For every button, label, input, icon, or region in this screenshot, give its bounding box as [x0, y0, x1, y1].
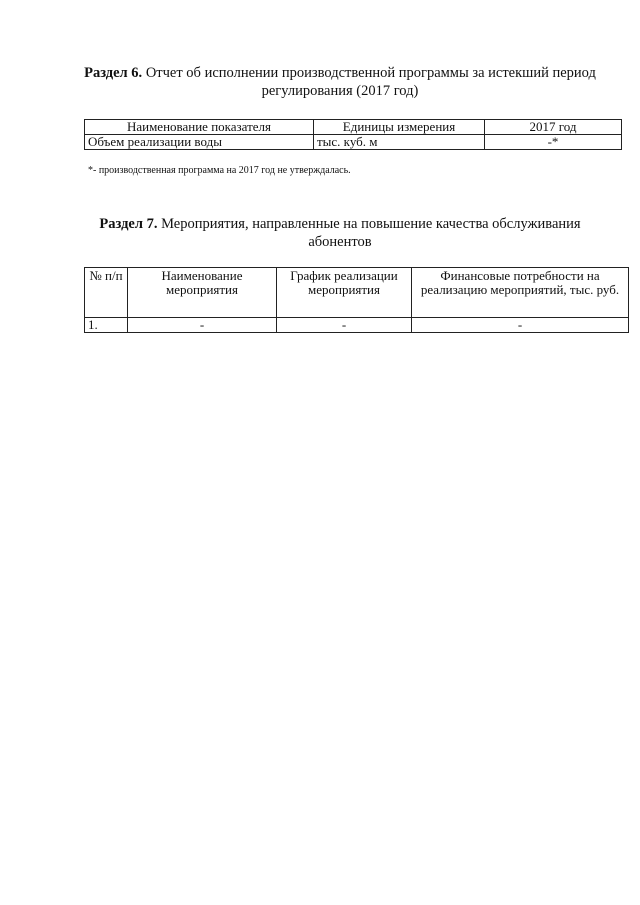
cell-units: тыс. куб. м: [314, 135, 485, 150]
cell-number: 1.: [85, 318, 128, 333]
cell-financial-needs: -: [412, 318, 629, 333]
header-schedule: График реализации мероприятия: [277, 268, 412, 318]
header-financial-needs: Финансовые потребности на реализацию мероприятий, тыс. руб.: [412, 268, 629, 318]
header-indicator-name: Наименование показателя: [85, 120, 314, 135]
section-6-title-text: Отчет об исполнении производственной программы за истекший период регулирования (2017 год): [142, 65, 596, 99]
header-measure-name: Наименование мероприятия: [128, 268, 277, 318]
section-6-footnote: *- производственная программа на 2017 год не утверждалась.: [88, 165, 351, 176]
cell-year-value: -*: [485, 135, 622, 150]
table-row: [85, 135, 622, 150]
table-header-row: [85, 268, 629, 318]
header-units: Единицы измерения: [314, 120, 485, 135]
section-6-title: [80, 64, 600, 100]
header-year: 2017 год: [485, 120, 622, 135]
cell-measure-name: -: [128, 318, 277, 333]
section-7-title-text: Мероприятия, направленные на повышение качества обслуживания абонентов: [157, 216, 581, 250]
production-program-report-table: [84, 119, 622, 150]
cell-indicator-name: Объем реализации воды: [85, 135, 314, 150]
table-header-row: [85, 120, 622, 135]
header-number: № п/п: [85, 268, 128, 318]
service-quality-measures-table: [84, 267, 629, 333]
section-6-title-bold: Раздел 6.: [84, 65, 143, 81]
section-7-title: [80, 215, 600, 251]
table-row: [85, 318, 629, 333]
cell-schedule: -: [277, 318, 412, 333]
section-7-title-bold: Раздел 7.: [99, 216, 158, 232]
